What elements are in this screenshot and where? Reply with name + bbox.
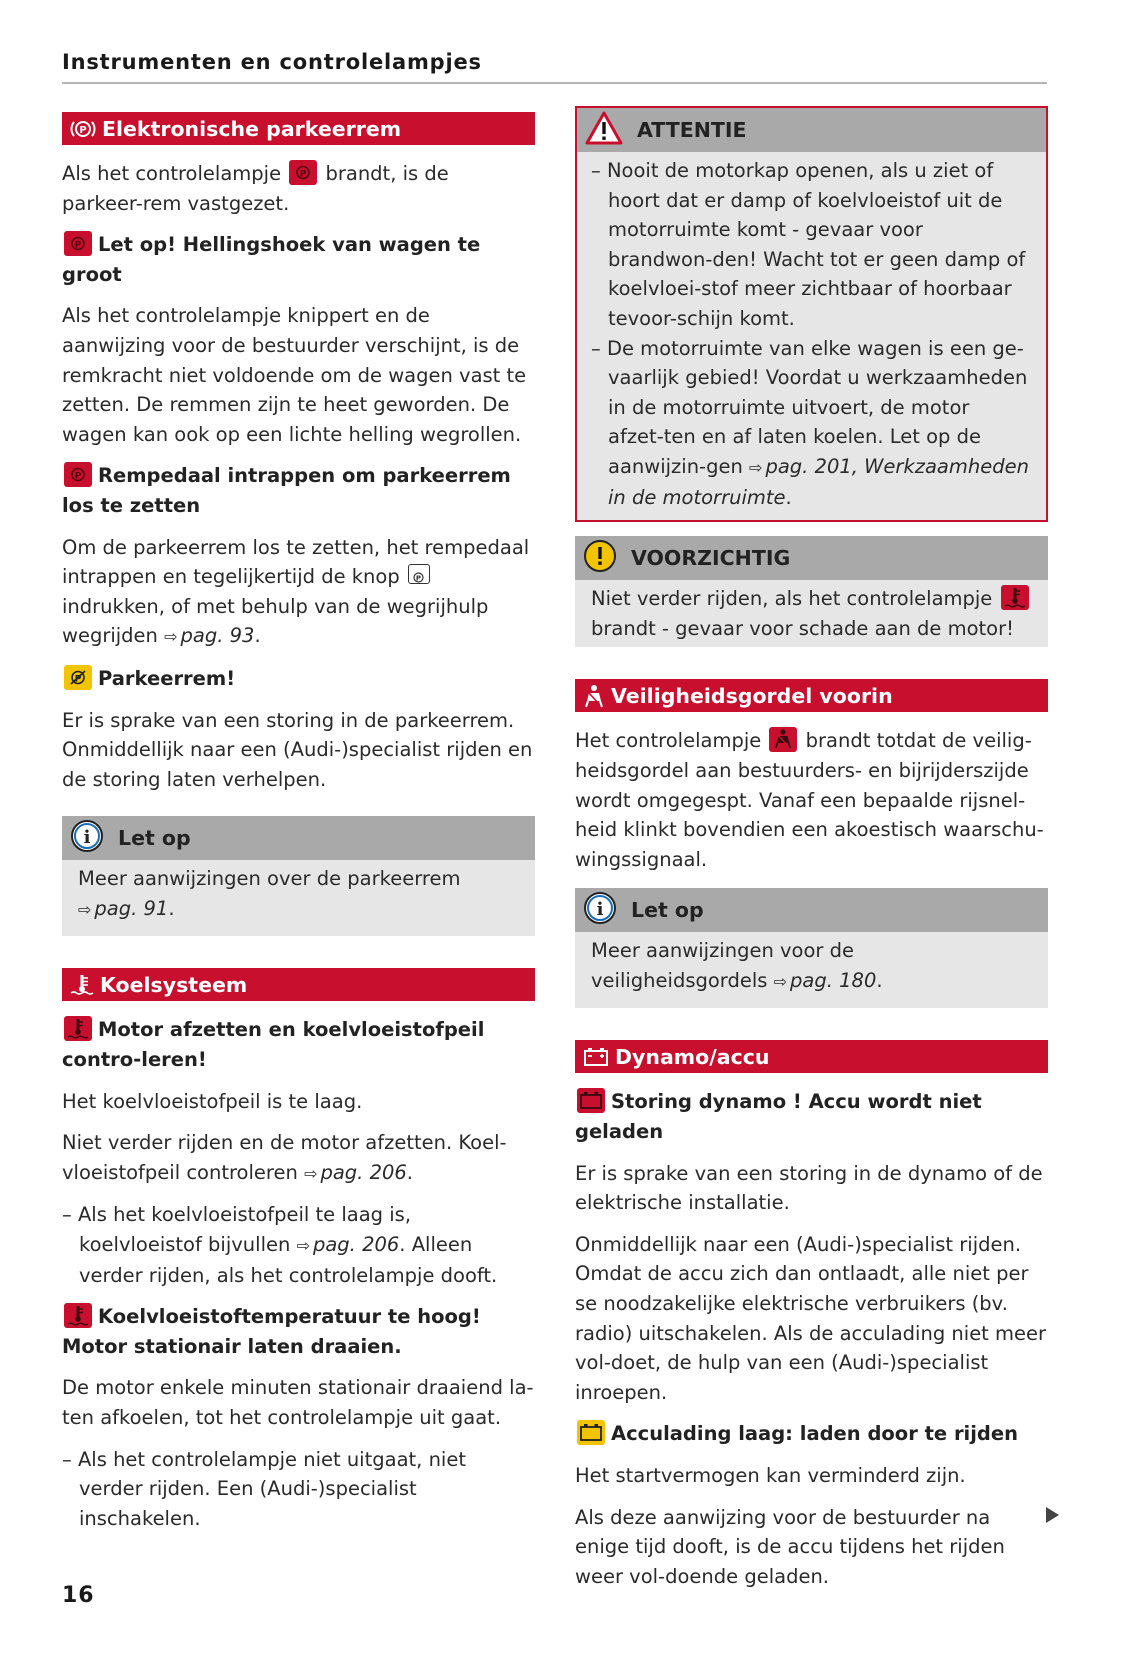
seatbelt-lamp-icon — [769, 727, 797, 752]
release-brake-text-a: Om de parkeerrem los te zetten, het rempedaal intrappen en tegelijkertijd de knop — [62, 535, 530, 589]
dash-item-refill — [62, 1200, 535, 1290]
page-ref-link[interactable]: ⇨ pag. 206 — [304, 1161, 407, 1184]
parking-button-icon — [408, 564, 430, 584]
section-title-parking-brake: Elektronische parkeerrem — [102, 116, 402, 141]
section-title-dynamo: Dynamo/accu — [615, 1044, 770, 1069]
svg-text:P: P — [79, 124, 87, 136]
svg-text:P: P — [74, 674, 82, 685]
battery-lamp-icon — [577, 1088, 605, 1113]
info-icon — [70, 819, 104, 858]
dash-item-refill-text-b: . Alleen verder rijden, als het controlelampje dooft. — [79, 1233, 498, 1287]
coolant-temperature-icon — [70, 974, 94, 996]
battery-recharged-text: Als deze aanwijzing voor de bestuurder na enige tijd dooft, is de accu tijdens het rijden weer vol-doende geladen. — [575, 1505, 1005, 1588]
header-divider — [62, 82, 1047, 84]
subhead-dynamo-fault — [575, 1087, 1048, 1146]
section-title-cooling: Koelsysteem — [100, 972, 248, 997]
attention-item-text-b: . — [785, 485, 792, 509]
note-header — [575, 888, 1048, 932]
svg-text:P: P — [299, 169, 307, 180]
subhead-release-brake — [62, 461, 535, 520]
svg-text:P: P — [74, 240, 82, 251]
dash-item-specialist: – Als het controlelampje niet uitgaat, niet verder rijden. Een (Audi-)specialist inschakelen. — [62, 1447, 466, 1530]
info-icon — [583, 891, 617, 930]
page-ref-link[interactable]: ⇨ pag. 93 — [164, 624, 254, 647]
dynamo-action-text: Onmiddellijk naar een (Audi-)specialist rijden. Omdat de accu zich dan ontlaadt, alle niet per se noodzakelijke elektrische verbruikers (bv. radio) uitschakelen. Als de acculading niet meer vol-doet, de hulp van een (Audi-)specialist inroepen. — [575, 1232, 1047, 1404]
subhead-parking-brake-fault — [62, 664, 535, 694]
page-header-title: Instrumenten en controlelampjes — [62, 50, 482, 74]
coolant-lamp-icon — [64, 1016, 92, 1041]
note-box-seatbelt — [575, 888, 1048, 1008]
caution-text-b: brandt - gevaar voor schade aan de motor! — [591, 616, 1014, 640]
attention-header — [577, 108, 1046, 152]
parking-brake-lamp-icon — [64, 231, 92, 256]
caution-title: VOORZICHTIG — [631, 546, 791, 571]
note-box-parking — [62, 816, 535, 936]
next-page-arrow-icon[interactable] — [1046, 1507, 1059, 1523]
page-ref-link[interactable]: ⇨ pag. 206 — [297, 1233, 400, 1256]
caution-icon — [583, 539, 617, 578]
svg-text:i: i — [596, 898, 604, 920]
section-bar-seatbelt — [575, 679, 1048, 712]
parking-intro-text-a: Als het controlelampje — [62, 162, 282, 185]
svg-text:P: P — [415, 574, 422, 583]
subhead-parking-brake-fault-text: Parkeerrem! — [98, 666, 236, 690]
parking-brake-lamp-icon — [64, 462, 92, 487]
battery-low-lamp-icon — [577, 1420, 605, 1445]
caution-text-a: Niet verder rijden, als het controlelampje — [591, 587, 993, 611]
dynamo-fault-text: Er is sprake van een storing in de dynamo of de elektrische installatie. — [575, 1161, 1043, 1215]
subhead-slope-warning — [62, 230, 535, 289]
seatbelt-text-b: brandt totdat de veilig-heidsgordel aan bestuurders- en bijrijderszijde wordt omgegespt. Vanaf een bepaalde rijsnel-heid klinkt bovendien een akoestisch waarschu-wingssignaal. — [575, 729, 1044, 871]
attention-body — [577, 152, 1046, 520]
attention-box — [575, 106, 1048, 522]
parking-brake-fault-text: Er is sprake van een storing in de parkeerrem. Onmiddellijk naar een (Audi-)specialist rijden en de storing laten verhelpen. — [62, 708, 533, 791]
caution-box — [575, 536, 1048, 647]
coolant-low-text: Het koelvloeistofpeil is te laag. — [62, 1089, 363, 1113]
note-body: Meer aanwijzingen over de parkeerrem ⇨ pag. 91. — [62, 860, 535, 936]
coolant-idle-text: De motor enkele minuten stationair draaiend la-ten afkoelen, tot het controlelampje uit gaat. — [62, 1376, 534, 1429]
parking-intro — [62, 159, 535, 218]
parking-brake-lamp-icon — [289, 160, 317, 185]
parking-brake-fault-icon — [64, 665, 92, 690]
release-brake-text-b: indrukken, of met behulp van de wegrijhulp wegrijden — [62, 594, 489, 648]
release-brake-text: Om de parkeerrem los te zetten, het rempedaal intrappen en tegelijkertijd de knop P indrukken, of met behulp van de wegrijhulp wegrijden ⇨ pag. 93. — [62, 533, 535, 652]
section-bar-dynamo — [575, 1040, 1048, 1073]
section-bar-parking-brake — [62, 112, 535, 145]
page-number: 16 — [62, 1583, 95, 1608]
caution-header — [575, 536, 1048, 580]
note-title: Let op — [631, 898, 704, 923]
page-ref-link[interactable]: ⇨ pag. 201, Werkzaamheden in de motorruimte — [608, 455, 1029, 509]
subhead-slope-warning-text: Let op! Hellingshoek van wagen te groot — [62, 233, 481, 286]
parking-intro-text-b: brandt, is de parkeer-rem vastgezet. — [62, 162, 449, 215]
coolant-lamp-icon — [64, 1303, 92, 1328]
right-column — [575, 106, 1048, 1591]
section-bar-cooling — [62, 968, 535, 1001]
attention-item-text-a: – De motorruimte van elke wagen is een ge-vaarlijk gebied! Voordat u werkzaamheden in de motorruimte uitvoert, de motor afzet-ten en af laten koelen. Let op de aanwijzin-gen — [591, 336, 1028, 478]
warning-triangle-icon — [585, 111, 623, 150]
attention-item — [591, 334, 1030, 513]
seatbelt-text-a: Het controlelampje — [575, 729, 762, 753]
caution-body — [575, 580, 1048, 647]
note-header — [62, 816, 535, 860]
seatbelt-icon — [583, 684, 605, 708]
coolant-lamp-icon — [1001, 585, 1029, 610]
subhead-dynamo-fault-text: Storing dynamo ! Accu wordt niet geladen — [575, 1090, 982, 1144]
battery-icon — [583, 1047, 609, 1067]
subhead-coolant-temp — [62, 1302, 535, 1361]
dash-item-refill-text-a: – Als het koelvloeistofpeil te laag is, koelvloeistof bijvullen — [62, 1203, 412, 1257]
page-ref-link[interactable]: ⇨ pag. 91 — [78, 897, 168, 920]
note-body: Meer aanwijzingen voor de veiligheidsgordels ⇨ pag. 180. — [575, 932, 1048, 1008]
subhead-battery-low-text: Acculading laag: laden door te rijden — [611, 1422, 1018, 1446]
coolant-stop-text-a: Niet verder rijden en de motor afzetten. Koel-vloeistofpeil controleren — [62, 1131, 507, 1184]
attention-title: ATTENTIE — [637, 118, 747, 142]
note-text: Meer aanwijzingen over de parkeerrem — [78, 867, 461, 891]
attention-item: – Nooit de motorkap openen, als u ziet of hoort dat er damp of koelvloeistof uit de motorruimte komt - gevaar voor brandwon-den! Wacht tot er geen damp of koelvloei-stof meer zichtbaar of hoorbaar tevoor-schijn komt. — [591, 159, 1026, 330]
parking-brake-icon — [70, 118, 96, 140]
coolant-stop-text: Niet verder rijden en de motor afzetten. Koel-vloeistofpeil controleren ⇨ pag. 206. — [62, 1128, 535, 1188]
subhead-battery-low — [575, 1419, 1048, 1449]
slope-warning-text: Als het controlelampje knippert en de aanwijzing voor de bestuurder verschijnt, is de remkracht niet voldoende om de wagen vast te zetten. De remmen zijn te heet geworden. De wagen kan ook op een lichte helling wegrollen. — [62, 304, 527, 446]
subhead-coolant-temp-text: Koelvloeistoftemperatuur te hoog! Motor stationair laten draaien. — [62, 1305, 481, 1358]
subhead-coolant-level-text: Motor afzetten en koelvloeistofpeil contro-leren! — [62, 1018, 485, 1072]
left-column — [62, 112, 535, 1533]
subhead-coolant-level — [62, 1015, 535, 1074]
battery-low-text: Het startvermogen kan verminderd zijn. — [575, 1464, 966, 1487]
subhead-release-brake-text: Rempedaal intrappen om parkeerrem los te zetten — [62, 464, 511, 517]
svg-text:P: P — [74, 471, 82, 482]
note-title: Let op — [118, 826, 191, 851]
section-title-seatbelt: Veiligheidsgordel voorin — [611, 683, 893, 708]
svg-text:i: i — [83, 826, 91, 848]
page-ref-link[interactable]: ⇨ pag. 180 — [774, 969, 877, 992]
note-text: Meer aanwijzingen voor de veiligheidsgordels — [591, 939, 855, 992]
seatbelt-text — [575, 726, 1048, 874]
